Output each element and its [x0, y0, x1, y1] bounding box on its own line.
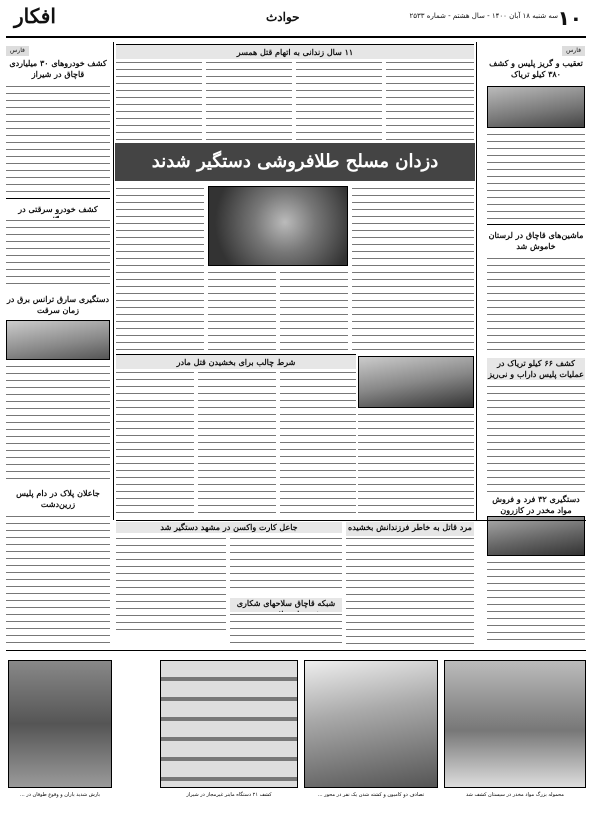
story-body [208, 270, 276, 350]
story-photo [487, 86, 585, 128]
story-body [346, 536, 474, 644]
bottom-photo [8, 660, 112, 788]
column-divider [476, 42, 477, 520]
story-title: شبکه قاچاق سلاحهای شکاری [230, 598, 342, 620]
story-body [487, 560, 585, 640]
bottom-photo [304, 660, 438, 788]
page-header [6, 4, 586, 38]
story-body [116, 536, 226, 636]
story-photo [6, 320, 110, 360]
story-body [6, 84, 110, 196]
rule [487, 224, 585, 225]
story-title: تعقیب و گریز پلیس و کشف ۳۸۰ کیلو تریاک [489, 58, 583, 79]
story-body [230, 536, 342, 594]
photo-caption: تصادف دو کامیون و کشته شدن یک نفر در محور ... [317, 792, 425, 798]
source-tag: فارس [6, 46, 29, 56]
photo-caption: بارش شدید باران و وقوع طوفان در ... [19, 792, 101, 798]
story-body [116, 186, 204, 350]
story-title: مرد قاتل به خاطر فرزندانش بخشیده [346, 522, 474, 544]
story-title: جاعلان پلاک در دام پلیس زرین‌دشت [16, 488, 100, 509]
banner-headline: دزدان مسلح طلافروشی دستگیر شدند [115, 143, 475, 181]
story-title: شرط چالب برای بخشیدن قتل مادر [116, 354, 356, 369]
story-body [296, 60, 382, 140]
column-divider [113, 42, 114, 520]
story-title: کشف خودروهای ۳۰ میلیاردی قاچاق در شیراز [9, 58, 107, 79]
story-body [206, 60, 292, 140]
story-body [6, 364, 110, 484]
rule [6, 198, 110, 199]
story-body [487, 132, 585, 222]
dateline: سه شنبه ۱۸ آبان ۱۴۰۰ - سال هشتم - شماره ۲۵۳۳ [409, 12, 558, 20]
story-title: دستگیری سارق ترانس برق در زمان سرقت [6, 294, 110, 315]
story-body [116, 370, 194, 516]
main-photo [208, 186, 348, 266]
story-title: کشف خودرو سرقتی در [18, 204, 98, 214]
bottom-photo [160, 660, 298, 788]
story-body [6, 514, 110, 644]
newspaper-logo: افکار [14, 4, 56, 28]
story-body [487, 256, 585, 356]
story-body [230, 612, 342, 644]
page-number: ۱۰ [557, 6, 582, 30]
photo-caption: محموله بزرگ مواد مخدر در سیستان کشف شد [466, 792, 564, 798]
rule [6, 650, 586, 651]
top-story-title: ۱۱ سال زندانی به اتهام قتل همسر [116, 44, 474, 59]
story-body [352, 186, 474, 350]
story-body [487, 384, 585, 492]
story-title: کشف ۶۶ کیلو تریاک در عملیات پلیس داراب و نی‌ریز [488, 358, 584, 379]
bottom-photo [444, 660, 586, 788]
rule [116, 520, 586, 521]
story-photo [487, 516, 585, 556]
story-body [358, 412, 474, 516]
story-title: دستگیری ۳۲ فرد و فروش مواد مخدر در کازرون [492, 494, 580, 515]
story-body [116, 60, 202, 140]
story-photo [358, 356, 474, 408]
story-body [198, 370, 276, 516]
story-title: ماشین‌های قاچاق در لرستان خاموش شد [488, 230, 584, 251]
source-tag: فارس [562, 46, 585, 56]
story-body [386, 60, 474, 140]
story-title: جاعل کارت واکسن در مشهد دستگیر شد [116, 522, 342, 533]
story-body [280, 270, 348, 350]
photo-caption: کشف ۲۱ دستگاه ماینر غیرمجاز در شیراز [186, 792, 272, 798]
story-body [280, 370, 356, 516]
section-title: حوادث [266, 10, 300, 24]
story-body [6, 218, 110, 288]
